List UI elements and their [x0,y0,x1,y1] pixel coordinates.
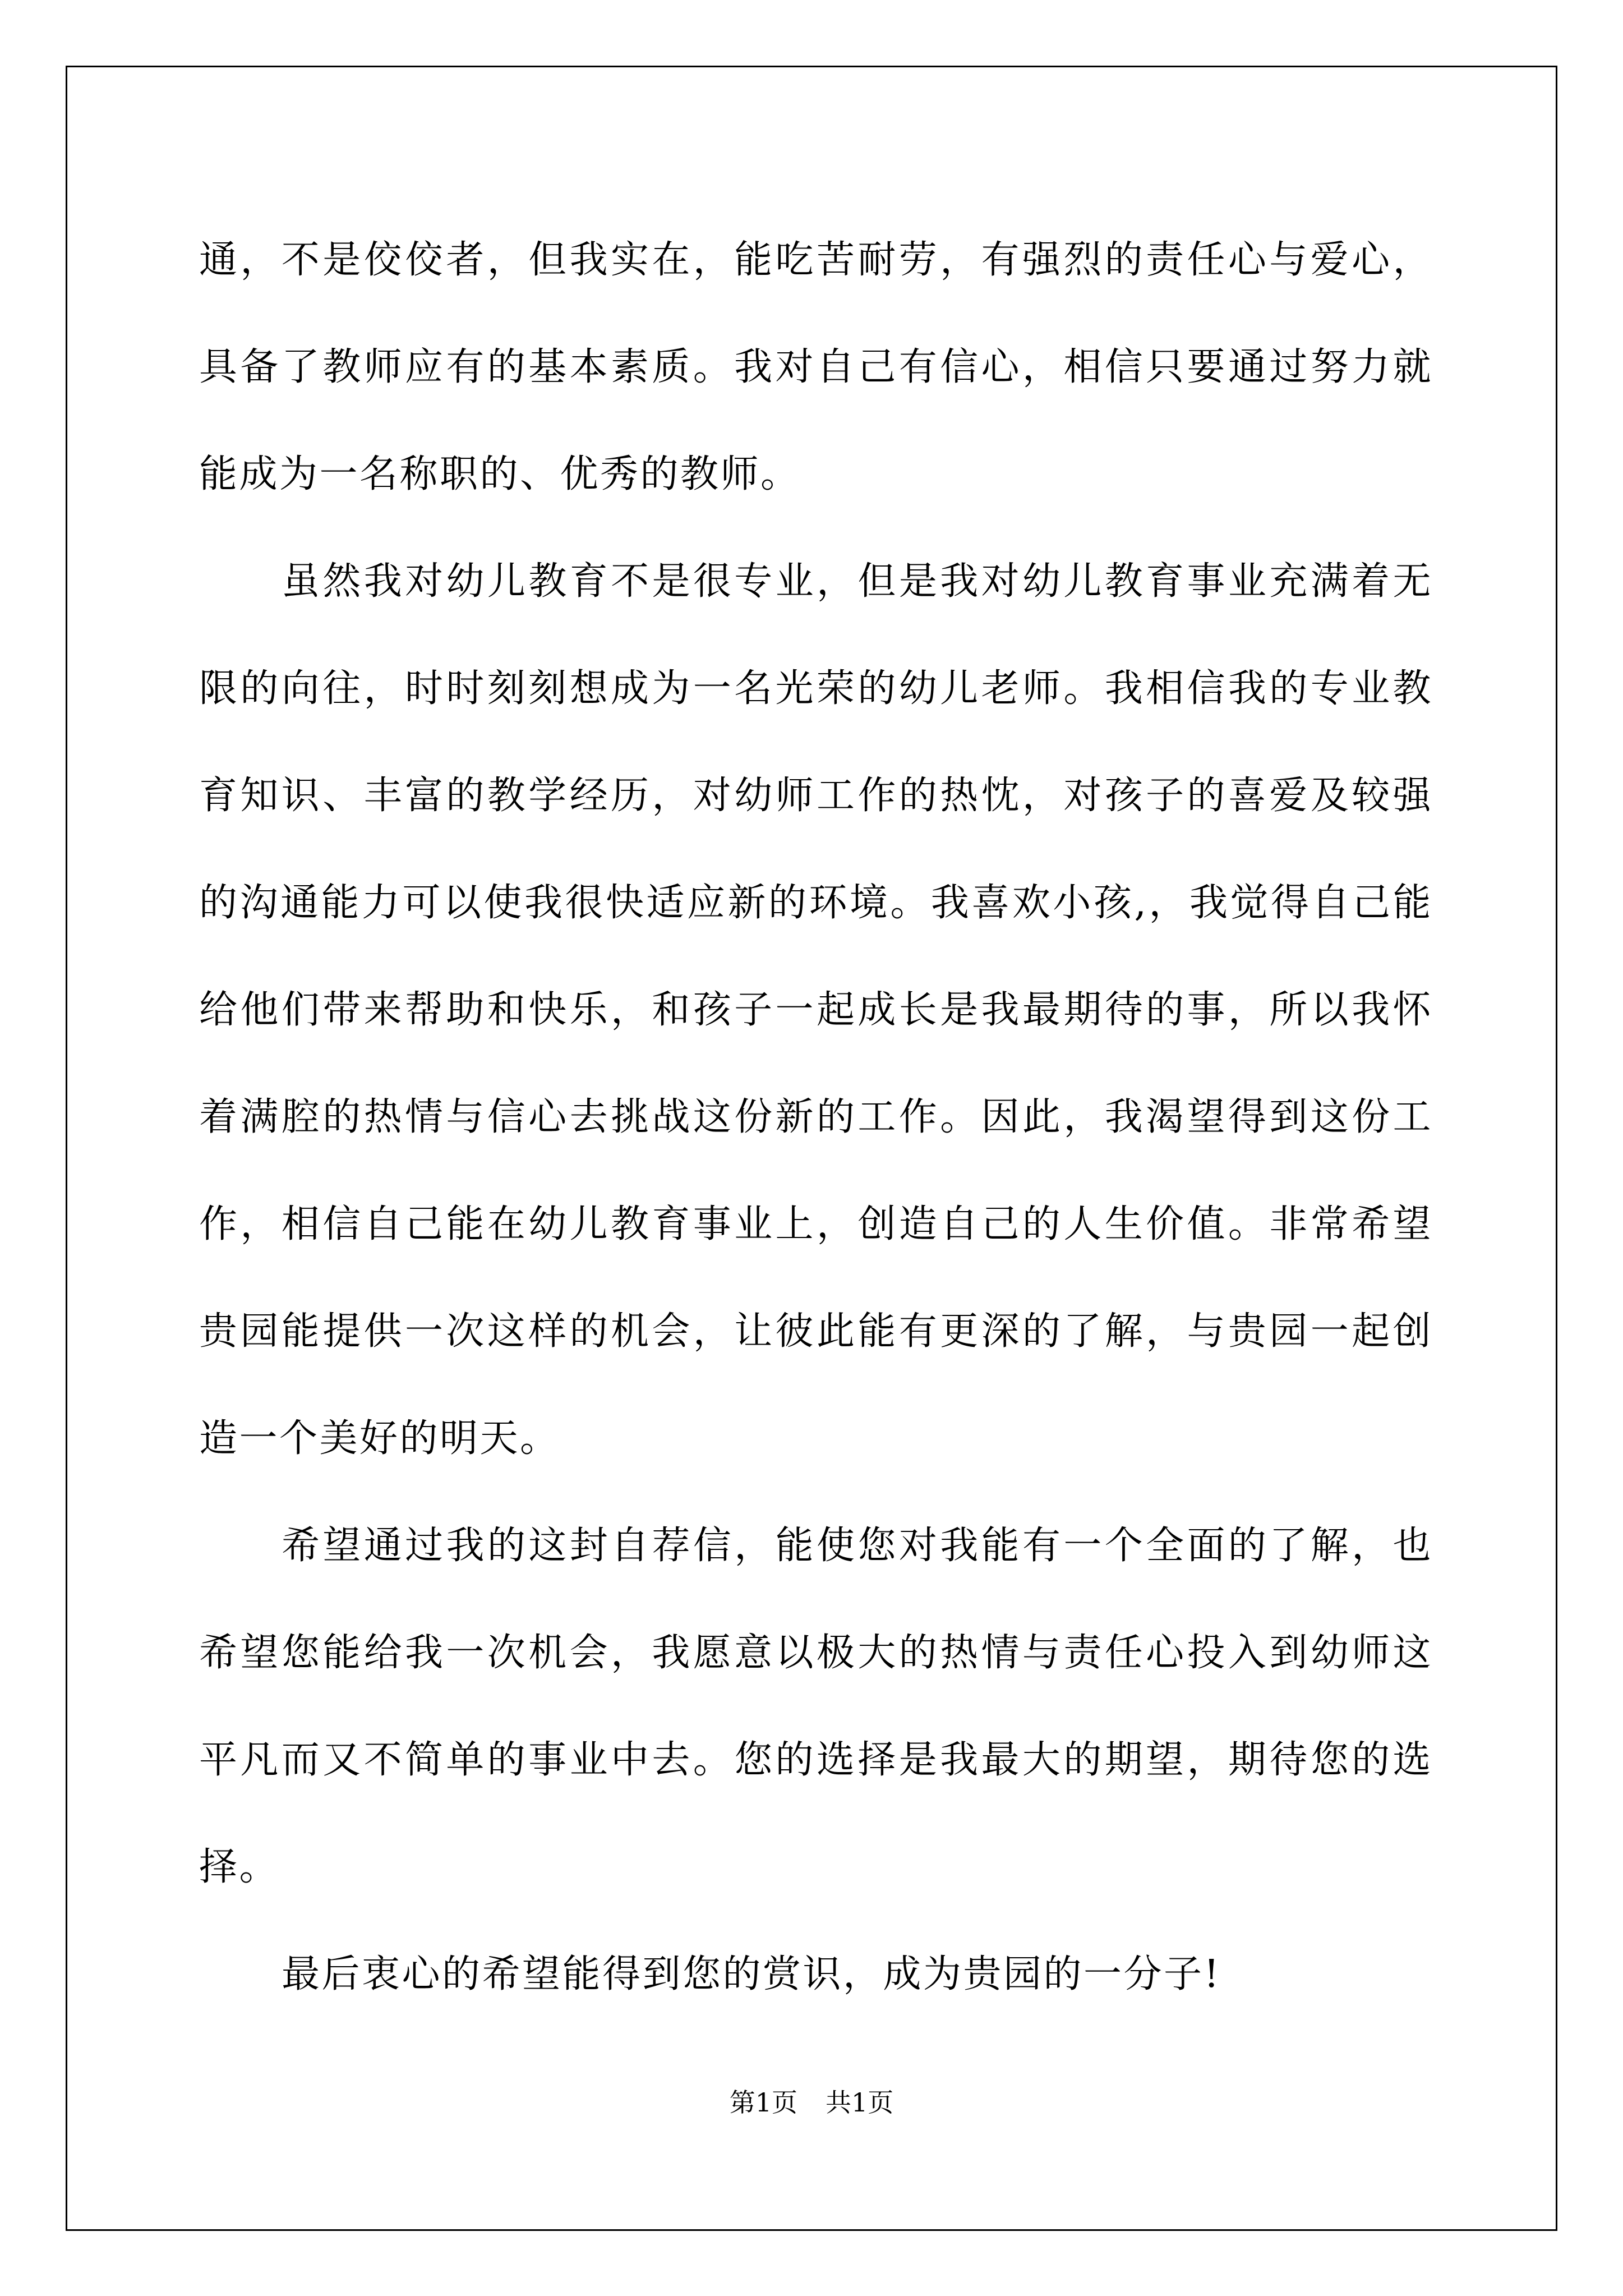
paragraph-4: 最后衷心的希望能得到您的赏识，成为贵园的一分子! [282,1952,1221,1996]
page-footer [0,2086,1623,2119]
paragraph-2: 虽然我对幼儿教育不是很专业，但是我对幼儿教育事业充满着无限的向往，时时刻刻想成为一名光荣的幼儿老师。我相信我的专业教育知识、丰富的教学经历，对幼师工作的热忱，对孩子的喜爱及较强的沟通能力可以使我很快适应新的环境。我喜欢小孩,，我觉得自己能给他们带来帮助和快乐，和孩子一起成长是我最期待的事，所以我怀着满腔的热情与信心去挑战这份新的工作。因此，我渴望得到这份工作，相信自己能在幼儿教育事业上，创造自己的人生价值。非常希望贵园能提供一次这样的机会，让彼此能有更深的了解，与贵园一起创造一个美好的明天。 [199,559,1433,1461]
paragraph-3: 希望通过我的这封自荐信，能使您对我能有一个全面的了解，也希望您能给我一次机会，我愿意以极大的热情与责任心投入到幼师这平凡而又不简单的事业中去。您的选择是我最大的期望，期待您的选择。 [199,1524,1433,1889]
document-body [199,206,1433,2028]
page-number-current: 第1页 [729,2087,797,2118]
page-number-total: 共1页 [826,2087,894,2118]
paragraph-1: 通，不是佼佼者，但我实在，能吃苦耐劳，有强烈的责任心与爱心，具备了教师应有的基本素质。我对自己有信心，相信只要通过努力就能成为一名称职的、优秀的教师。 [199,238,1433,496]
